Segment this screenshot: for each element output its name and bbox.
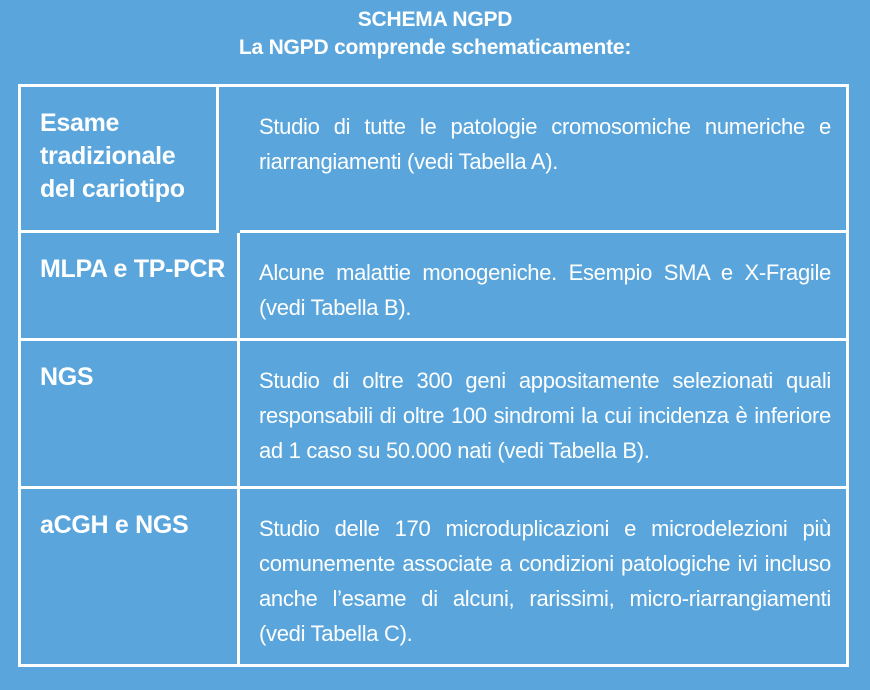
row-description-mlpa: Alcune malattie monogeniche. Esempio SMA e X-Fragile (vedi Tabella B). <box>240 233 846 341</box>
ngpd-table <box>18 84 849 667</box>
row-label-ngs: NGS <box>21 341 240 489</box>
page-subtitle: La NGPD comprende schematicamente: <box>238 36 632 59</box>
row-description-ngs: Studio di oltre 300 geni appositamente selezionati quali responsabili di oltre 100 sindromi la cui incidenza è inferiore ad 1 caso su 50.000 nati (vedi Tabella B). <box>240 341 846 489</box>
page-header <box>0 6 870 62</box>
row-description-cariotipo: Studio di tutte le patologie cromosomiche numeriche e riarrangiamenti (vedi Tabella A). <box>240 87 846 233</box>
row-label-mlpa: MLPA e TP-PCR <box>21 233 240 341</box>
row-description-acgh: Studio delle 170 microduplicazioni e microdelezioni più comunemente associate a condizioni patologiche ivi incluso anche l’esame di alcuni, rarissimi, micro-riarrangiamenti (vedi Tabella C). <box>259 516 831 646</box>
page-title: SCHEMA NGPD <box>357 8 513 31</box>
row-label-cariotipo: Esame tradizionale del cariotipo <box>21 87 219 233</box>
row-label-acgh: aCGH e NGS <box>21 489 240 664</box>
